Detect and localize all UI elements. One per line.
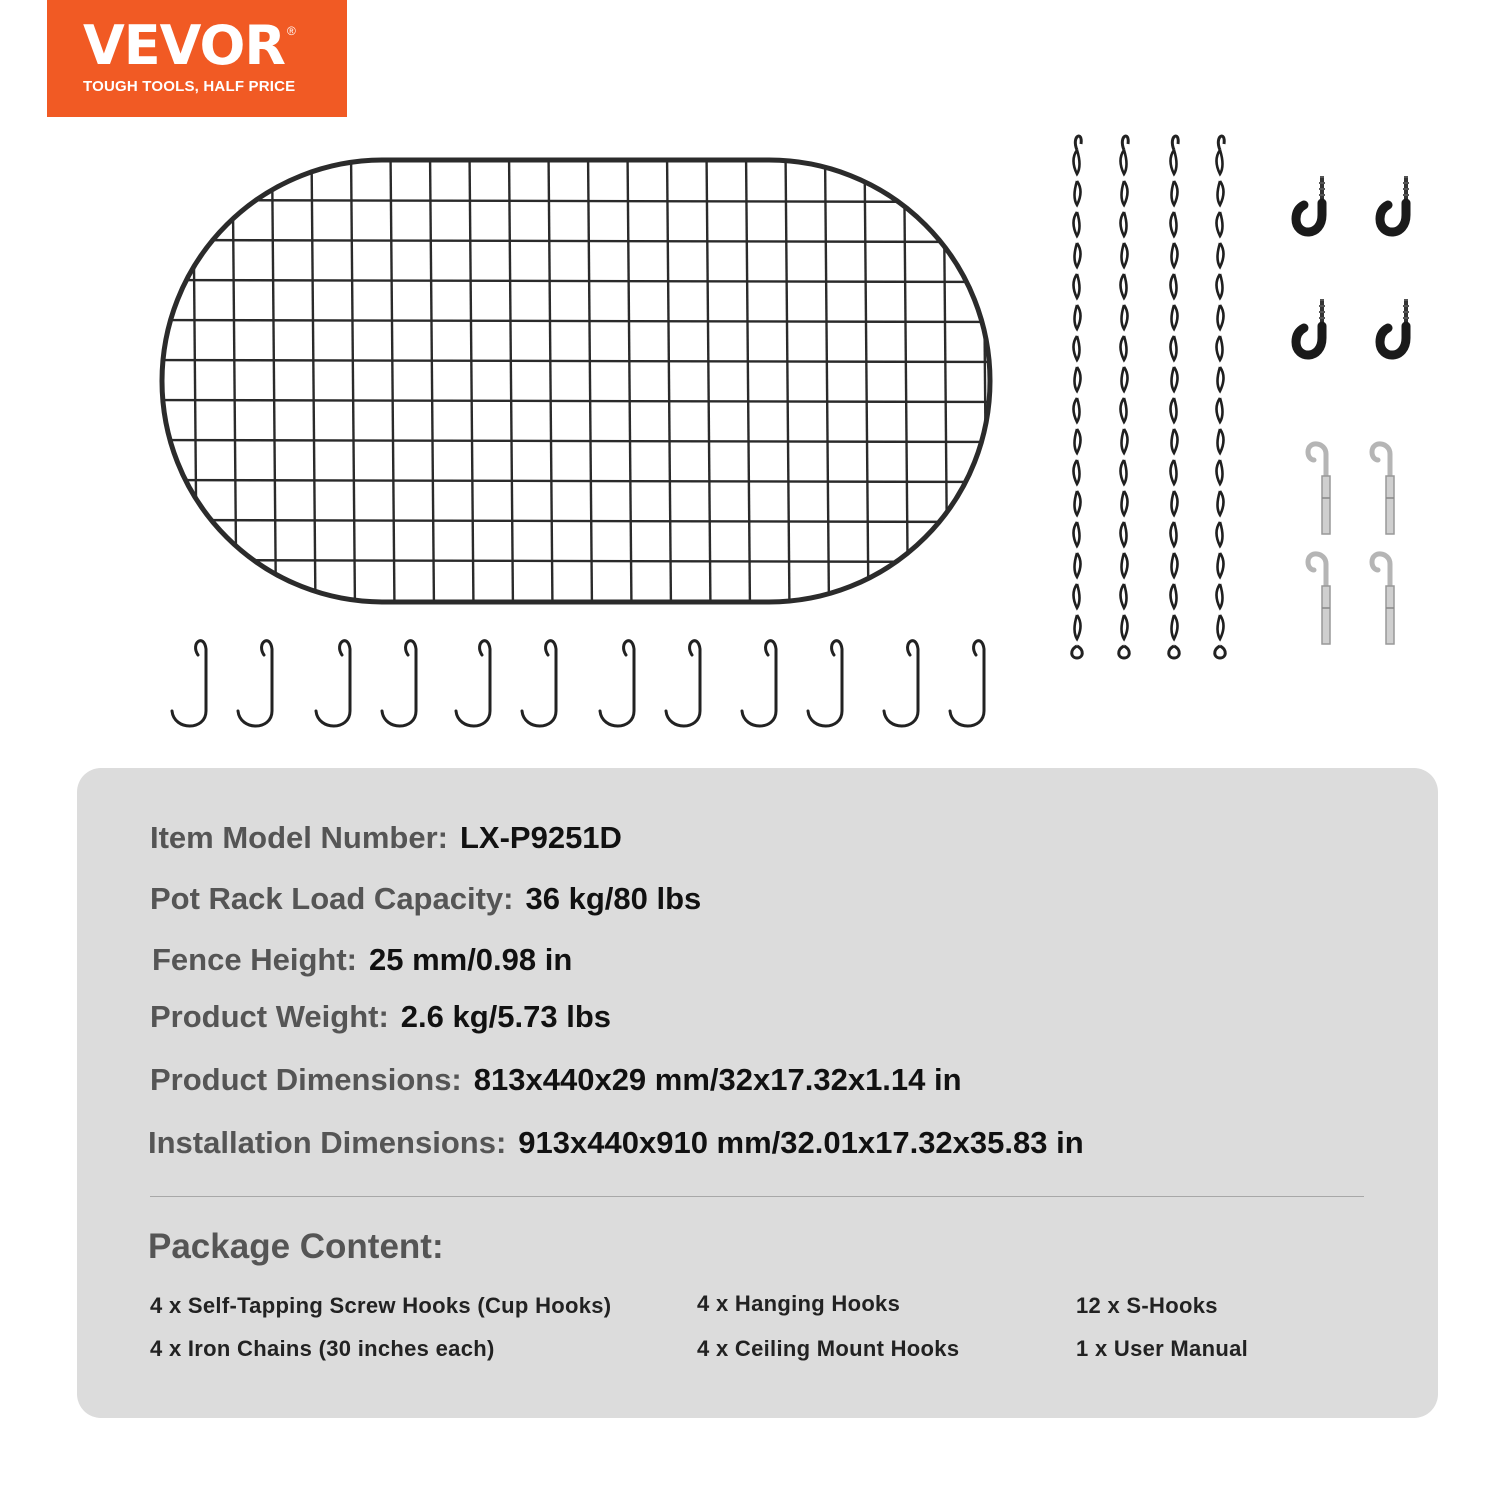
spec-model-number (150, 820, 622, 856)
package-title: Package Content: (148, 1227, 444, 1266)
brand-name: VEVOR (83, 14, 286, 77)
spec-product-weight (150, 999, 611, 1035)
rack-grid (150, 150, 1000, 612)
package-item: 4 x Self-Tapping Screw Hooks (Cup Hooks) (150, 1293, 612, 1318)
spec-label: Installation Dimensions: (148, 1125, 507, 1160)
divider (150, 1196, 1364, 1197)
spec-value: 913x440x910 mm/32.01x17.32x35.83 in (518, 1125, 1084, 1160)
spec-label: Fence Height: (152, 942, 357, 977)
spec-label: Product Dimensions: (150, 1062, 462, 1097)
spec-value: 813x440x29 mm/32x17.32x1.14 in (473, 1062, 962, 1097)
spec-value: LX-P9251D (459, 820, 622, 855)
registered-mark: ® (287, 24, 296, 38)
package-item: 12 x S-Hooks (1076, 1293, 1218, 1318)
spec-fence-height (152, 942, 572, 978)
ceiling-mount-hooks (1308, 444, 1394, 644)
package-item: 4 x Hanging Hooks (697, 1291, 901, 1316)
spec-value: 2.6 kg/5.73 lbs (400, 999, 612, 1034)
package-item: 1 x User Manual (1076, 1336, 1249, 1361)
brand-tagline: TOUGH TOOLS, HALF PRICE (83, 78, 296, 95)
spec-label: Product Weight: (150, 999, 389, 1034)
spec-installation-dimensions (148, 1125, 1084, 1161)
package-item: 4 x Ceiling Mount Hooks (697, 1336, 960, 1361)
screw-hooks (1296, 177, 1409, 355)
package-item: 4 x Iron Chains (30 inches each) (150, 1336, 495, 1361)
spec-label: Item Model Number: (150, 820, 448, 855)
spec-load-capacity (150, 881, 701, 917)
spec-value: 36 kg/80 lbs (525, 881, 702, 916)
spec-product-dimensions (150, 1062, 962, 1098)
iron-chains (1072, 136, 1226, 658)
spec-value: 25 mm/0.98 in (368, 942, 573, 977)
spec-label: Pot Rack Load Capacity: (150, 881, 514, 916)
s-hooks (172, 641, 984, 726)
